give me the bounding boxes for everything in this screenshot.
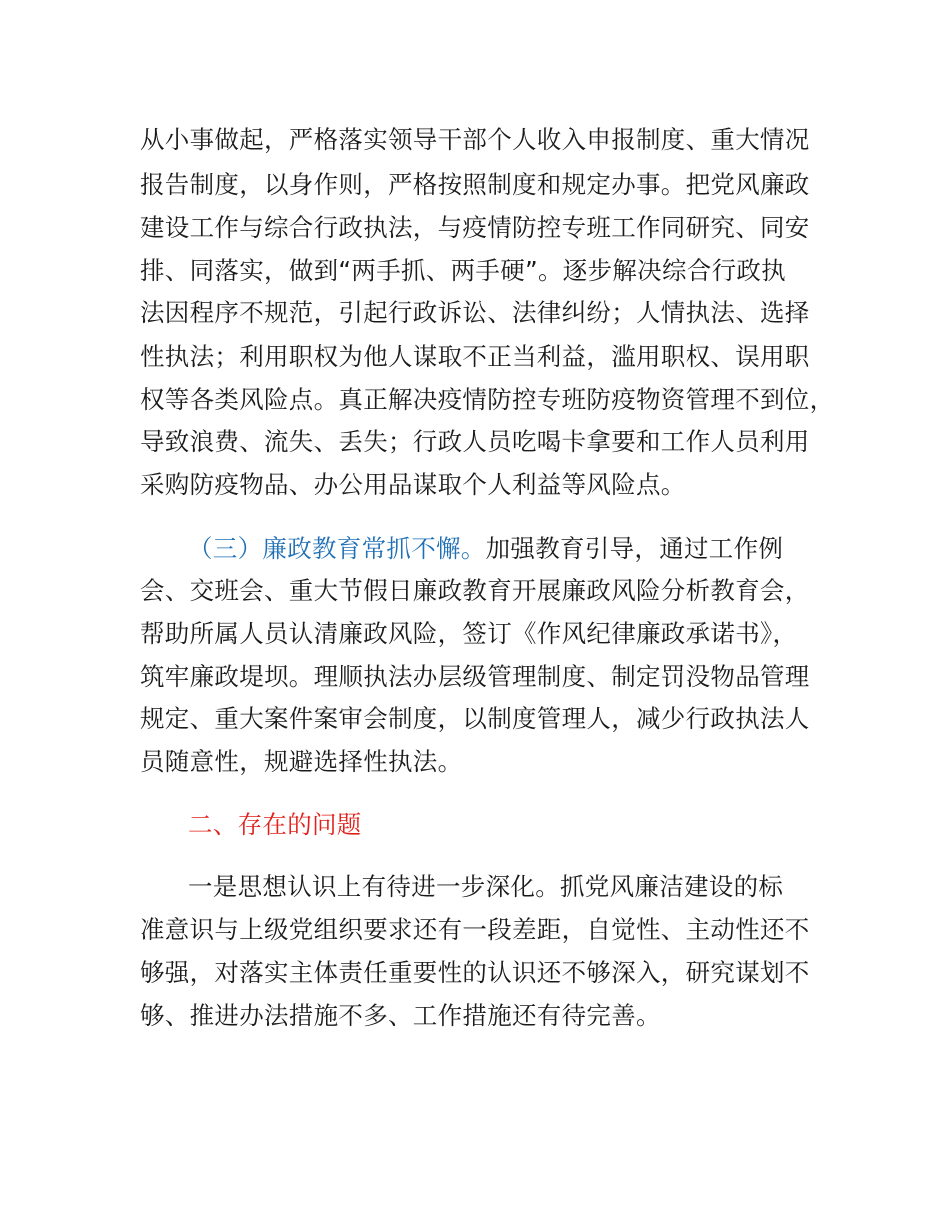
paragraph-line: 帮助所属人员认清廉政风险，签订《作风纪律廉政承诺书》，	[140, 619, 798, 648]
paragraph-line: 准意识与上级党组织要求还有一段差距，自觉性、主动性还不	[140, 915, 810, 944]
paragraph-line: 采购防疫物品、办公用品谋取个人利益等风险点。	[140, 470, 686, 499]
paragraph-line: 筑牢廉政堤坝。理顺执法办层级管理制度、制定罚没物品管理	[140, 662, 810, 691]
paragraph-first-line	[188, 534, 783, 564]
paragraph-line: 权等各类风险点。真正解决疫情防控专班防疫物资管理不到位，	[140, 385, 835, 414]
section-heading: 二、存在的问题	[188, 810, 362, 839]
paragraph-line: 性执法；利用职权为他人谋取不正当利益，滥用职权、误用职	[140, 342, 810, 371]
paragraph-line: 导致浪费、流失、丢失；行政人员吃喝卡拿要和工作人员利用	[140, 427, 810, 456]
paragraph-line: 排、同落实，做到“两手抓、两手硬”。逐步解决综合行政执	[140, 256, 786, 285]
paragraph-line: 规定、重大案件案审会制度，以制度管理人，减少行政执法人	[140, 704, 810, 733]
paragraph-line: 建设工作与综合行政执法，与疫情防控专班工作同研究、同安	[140, 213, 810, 242]
paragraph-line: 够强，对落实主体责任重要性的认识还不够深入，研究谋划不	[140, 958, 810, 987]
paragraph-line: 够、推进办法措施不多、工作措施还有待完善。	[140, 1001, 661, 1030]
paragraph-line: 员随意性，规避选择性执法。	[140, 747, 463, 776]
subsection-heading: （三）廉政教育常抓不懈。	[188, 534, 486, 563]
paragraph-line: 从小事做起，严格落实领导干部个人收入申报制度、重大情况	[140, 125, 810, 154]
paragraph-line: 报告制度，以身作则，严格按照制度和规定办事。把党风廉政	[140, 170, 810, 199]
paragraph-line: 会、交班会、重大节假日廉政教育开展廉政风险分析教育会，	[140, 576, 810, 605]
paragraph-line: 法因程序不规范，引起行政诉讼、法律纠纷；人情执法、选择	[140, 298, 810, 327]
paragraph-text: 加强教育引导，通过工作例	[485, 534, 784, 563]
paragraph-line: 一是思想认识上有待进一步深化。抓党风廉洁建设的标	[188, 872, 784, 901]
